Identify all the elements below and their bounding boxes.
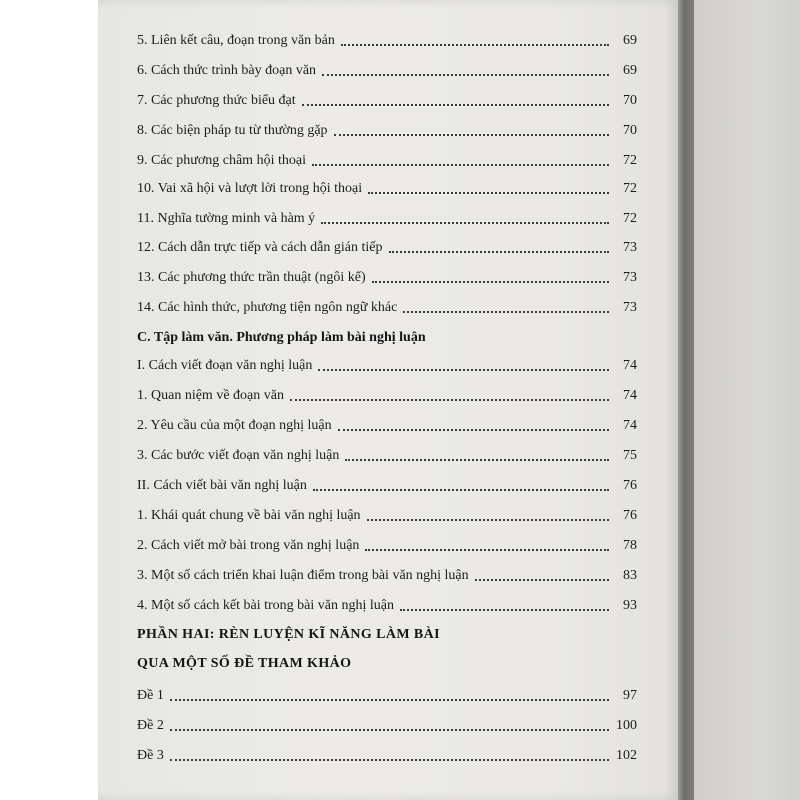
toc-entry-label: 1. Quan niệm về đoạn văn: [137, 388, 284, 403]
toc-entry: [137, 148, 637, 170]
toc-entry: [137, 713, 637, 735]
left-margin: [0, 0, 98, 800]
dot-leader: [345, 459, 609, 461]
toc-entry-label: Đề 2: [137, 718, 164, 733]
toc-entry-label: 12. Cách dẫn trực tiếp và cách dẫn gián tiếp: [137, 240, 383, 255]
toc-entry-page: 83: [623, 568, 637, 583]
part-two-heading: PHẦN HAI: RÈN LUYỆN KĨ NĂNG LÀM BÀI: [137, 627, 440, 642]
toc-entry-page: 74: [623, 418, 637, 433]
dot-leader: [170, 699, 609, 701]
toc-entry-page: 72: [623, 181, 637, 196]
toc-entry-page: 72: [623, 153, 637, 168]
toc-entry: [137, 28, 637, 50]
toc-entry-label: 3. Các bước viết đoạn văn nghị luận: [137, 448, 340, 463]
toc-entry-label: 14. Các hình thức, phương tiện ngôn ngữ khác: [137, 300, 398, 315]
toc-entry: [137, 235, 637, 257]
toc-entry-label: 1. Khái quát chung về bài văn nghị luận: [137, 508, 361, 523]
toc-entry: [137, 503, 637, 525]
toc-entry: [137, 58, 637, 80]
dot-leader: [341, 44, 609, 46]
toc-entry: [137, 206, 637, 228]
toc-entry-page: 74: [623, 358, 637, 373]
toc-entry: [137, 413, 637, 435]
toc-entry: [137, 383, 637, 405]
dot-leader: [365, 549, 609, 551]
toc-entry-page: 76: [623, 508, 637, 523]
page-gutter: [678, 0, 694, 800]
toc-entry-label: 2. Yêu cầu của một đoạn nghị luận: [137, 418, 332, 433]
dot-leader: [321, 222, 609, 224]
toc-entry: [137, 743, 637, 765]
toc-entry-label: I. Cách viết đoạn văn nghị luận: [137, 358, 313, 373]
toc-entry-page: 73: [623, 270, 637, 285]
dot-leader: [322, 74, 609, 76]
toc-entry-label: 3. Một số cách triển khai luận điểm trong bài văn nghị luận: [137, 568, 469, 583]
dot-leader: [400, 609, 609, 611]
dot-leader: [290, 399, 609, 401]
toc-entry-page: 102: [616, 748, 637, 763]
toc-entry: [137, 593, 637, 615]
dot-leader: [368, 192, 609, 194]
dot-leader: [170, 729, 609, 731]
toc-entry-label: 8. Các biện pháp tu từ thường gặp: [137, 123, 328, 138]
toc-entry: [137, 473, 637, 495]
toc-entry: [137, 443, 637, 465]
toc-entry-page: 70: [623, 93, 637, 108]
toc-entry-page: 93: [623, 598, 637, 613]
toc-entry-page: 69: [623, 63, 637, 78]
toc-entry-label: Đề 1: [137, 688, 164, 703]
toc-entry-label: 6. Cách thức trình bày đoạn văn: [137, 63, 317, 78]
toc-entry-page: 78: [623, 538, 637, 553]
toc-entry-page: 73: [623, 300, 637, 315]
toc-entry-page: 70: [623, 123, 637, 138]
next-page-edge: [694, 0, 800, 800]
dot-leader: [334, 134, 609, 136]
toc-entry-label: 10. Vai xã hội và lượt lời trong hội thoại: [137, 181, 363, 196]
toc-entry: [137, 295, 637, 317]
toc-entry: [137, 118, 637, 140]
toc-entry-page: 100: [616, 718, 637, 733]
dot-leader: [318, 369, 609, 371]
dot-leader: [338, 429, 609, 431]
dot-leader: [475, 579, 609, 581]
toc-entry: [137, 683, 637, 705]
toc-entry-page: 74: [623, 388, 637, 403]
toc-entry-label: II. Cách viết bài văn nghị luận: [137, 478, 307, 493]
toc-entry-label: 7. Các phương thức biểu đạt: [137, 93, 296, 108]
toc-entry-page: 76: [623, 478, 637, 493]
toc-entry: [137, 88, 637, 110]
dot-leader: [170, 759, 609, 761]
toc-entry: [137, 176, 637, 198]
dot-leader: [302, 104, 609, 106]
toc-entry-label: 4. Một số cách kết bài trong bài văn nghị luận: [137, 598, 394, 613]
dot-leader: [372, 281, 609, 283]
section-c-heading: C. Tập làm văn. Phương pháp làm bài nghị luận: [137, 330, 426, 345]
toc-entry-label: 5. Liên kết câu, đoạn trong văn bản: [137, 33, 335, 48]
dot-leader: [312, 164, 609, 166]
toc-entry-label: Đề 3: [137, 748, 164, 763]
toc-entry: [137, 563, 637, 585]
dot-leader: [367, 519, 609, 521]
dot-leader: [403, 311, 609, 313]
toc-entry-page: 69: [623, 33, 637, 48]
toc-entry-page: 72: [623, 211, 637, 226]
toc-entry: [137, 353, 637, 375]
toc-entry: [137, 265, 637, 287]
toc-entry-page: 75: [623, 448, 637, 463]
toc-entry-label: 9. Các phương châm hội thoại: [137, 153, 306, 168]
toc-entry: [137, 533, 637, 555]
toc-entry-label: 11. Nghĩa tường minh và hàm ý: [137, 211, 316, 226]
toc-entry-label: 13. Các phương thức trần thuật (ngôi kể): [137, 270, 366, 285]
dot-leader: [389, 251, 610, 253]
part-two-subheading: QUA MỘT SỐ ĐỀ THAM KHẢO: [137, 656, 352, 671]
dot-leader: [313, 489, 609, 491]
toc-entry-label: 2. Cách viết mở bài trong văn nghị luận: [137, 538, 360, 553]
toc-entry-page: 73: [623, 240, 637, 255]
toc-entry-page: 97: [623, 688, 637, 703]
